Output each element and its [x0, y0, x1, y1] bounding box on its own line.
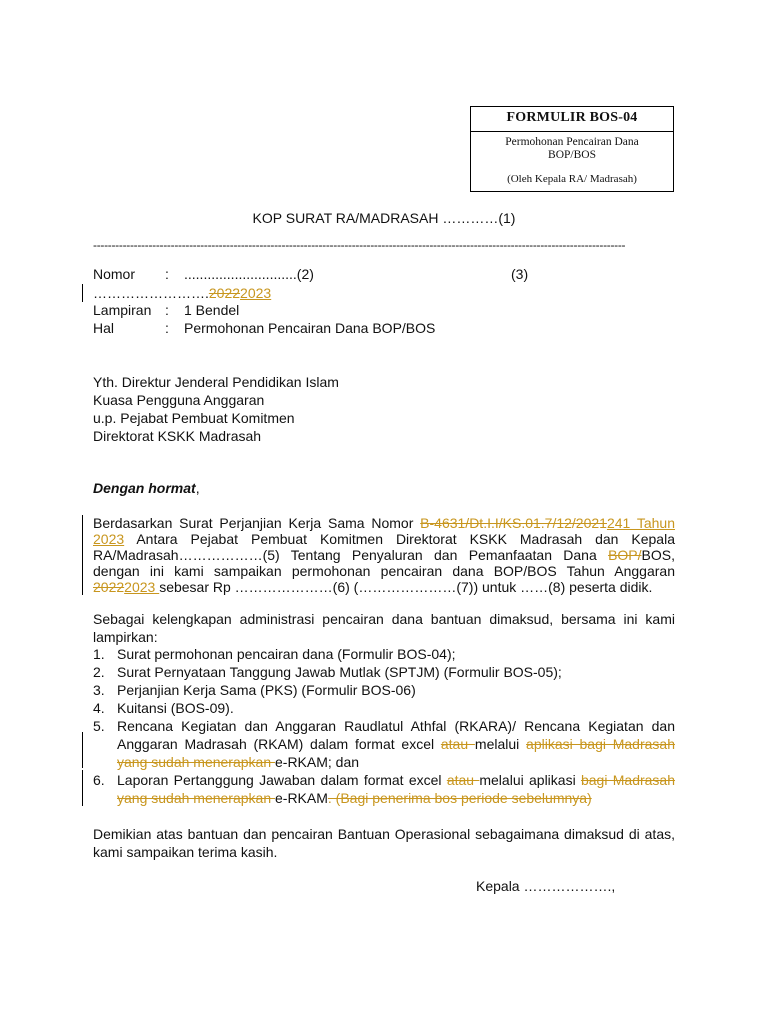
deleted-text: BOP/ — [608, 547, 642, 563]
deleted-text: 2022 — [93, 579, 125, 595]
list-text: melalui — [474, 736, 527, 752]
hal-label: Hal — [93, 320, 115, 336]
deleted-text: . (Bagi penerima bos periode sebelumnya) — [327, 790, 592, 806]
form-code-box — [470, 106, 674, 192]
deleted-text: atau — [446, 772, 480, 788]
list-text: Perjanjian Kerja Sama (PKS) (Formulir BOS-06) — [117, 682, 416, 698]
list-number: 2. — [93, 664, 105, 680]
lampiran-value: 1 Bendel — [184, 302, 240, 318]
body-text: Berdasarkan Surat Perjanjian Kerja Sama Nomor — [93, 515, 421, 531]
list-item — [93, 645, 675, 663]
signature-line: Kepala ………………., — [476, 878, 616, 894]
date-dots: ……………………. — [93, 285, 209, 301]
colon: : — [165, 266, 169, 282]
colon: : — [165, 320, 169, 336]
form-subtitle — [471, 136, 673, 162]
inserted-text: 241 Tahun 2023 — [93, 515, 676, 547]
addressee-line: Direktorat KSKK Madrasah — [93, 428, 262, 444]
list-number: 3. — [93, 682, 105, 698]
list-number: 5. — [93, 718, 105, 734]
change-bar — [82, 284, 83, 302]
form-title: FORMULIR BOS-04 — [471, 107, 673, 132]
list-number: 1. — [93, 646, 105, 662]
addressee-line: Kuasa Pengguna Anggaran — [93, 392, 265, 408]
addressee-line: Yth. Direktur Jenderal Pendidikan Islam — [93, 374, 339, 390]
body-text: Antara Pejabat Pembuat Komitmen Direktorat KSKK Madrasah dan Kepala RA/Madrasah………………(5) Tentang Penyaluran dan Pemanfaatan Dana — [93, 531, 675, 563]
change-bar — [82, 515, 83, 595]
list-item — [93, 663, 675, 681]
deleted-text: aplikasi bagi Madrasah yang sudah menerapkan — [117, 736, 675, 770]
change-bar — [82, 732, 83, 768]
addressee-block — [93, 373, 339, 445]
change-bar — [82, 770, 83, 806]
list-text: Laporan Pertanggung Jawaban dalam format excel — [117, 772, 447, 788]
attachments-list — [93, 645, 675, 807]
lampiran-label: Lampiran — [93, 302, 152, 318]
form-subtitle-line2: BOP/BOS — [548, 149, 596, 161]
nomor-label: Nomor — [93, 266, 136, 282]
form-note: (Oleh Kepala RA/ Madrasah) — [507, 173, 637, 185]
list-text: melalui aplikasi — [479, 772, 581, 788]
list-text: Rencana Kegiatan dan Anggaran Raudlatul Athfal (RKARA)/ Rencana Kegiatan dan Anggaran Madrasah (RKAM) dalam format excel — [117, 718, 675, 752]
list-text: e-RKAM — [275, 790, 328, 806]
body-text: sebesar Rp …………………(6) (…………………(7)) untuk ……(8) peserta didik. — [159, 579, 653, 595]
separator-line: ------------------------------------------------------------------------------------------------------------------------------------------------ — [93, 238, 626, 252]
greeting-comma: , — [195, 480, 200, 496]
body-text: BOS, dengan ini kami sampaikan permohonan pencairan dana BOP/BOS Tahun Anggaran — [93, 547, 675, 579]
list-text: Surat permohonan pencairan dana (Formulir BOS-04); — [117, 646, 456, 662]
nomor-value: .............................(2) — [184, 266, 314, 282]
list-text: e-RKAM; dan — [275, 754, 360, 770]
list-text: Surat Pernyataan Tanggung Jawab Mutlak (SPTJM) (Formulir BOS-05); — [117, 664, 562, 680]
nomor-row — [93, 266, 314, 282]
body-paragraph — [93, 515, 675, 595]
hal-value: Permohonan Pencairan Dana BOP/BOS — [184, 320, 436, 336]
greeting-text: Dengan hormat — [93, 480, 196, 496]
date-row — [93, 285, 271, 301]
hal-row — [93, 320, 435, 336]
attachments-intro: Sebagai kelengkapan administrasi pencairan dana bantuan dimaksud, bersama ini kami lampirkan: — [93, 611, 675, 645]
list-text: Kuitansi (BOS-09). — [117, 700, 234, 716]
deleted-text: bagi Madrasah yang sudah menerapkan — [117, 772, 675, 806]
date-deleted: 2022 — [208, 285, 241, 301]
deleted-text: atau — [440, 736, 475, 752]
addressee-line: u.p. Pejabat Pembuat Komitmen — [93, 410, 295, 426]
closing-paragraph: Demikian atas bantuan dan pencairan Bantuan Operasional sebagaimana dimaksud di atas, kami sampaikan terima kasih. — [93, 826, 675, 860]
list-item — [93, 681, 675, 699]
list-item — [93, 699, 675, 717]
lampiran-row — [93, 302, 239, 318]
list-number: 6. — [93, 772, 105, 788]
date-inserted: 2023 — [240, 285, 272, 301]
list-number: 4. — [93, 700, 105, 716]
list-item — [93, 717, 675, 771]
form-subtitle-line1: Permohonan Pencairan Dana — [505, 136, 639, 148]
inserted-text: 2023 — [124, 579, 160, 595]
nomor-ref: (3) — [511, 266, 529, 282]
letterhead-placeholder: KOP SURAT RA/MADRASAH …………(1) — [252, 210, 516, 226]
colon: : — [165, 302, 169, 318]
greeting — [93, 480, 200, 496]
deleted-text: B-4631/Dt.I.I/KS.01.7/12/2021 — [420, 515, 607, 531]
list-item — [93, 771, 675, 807]
